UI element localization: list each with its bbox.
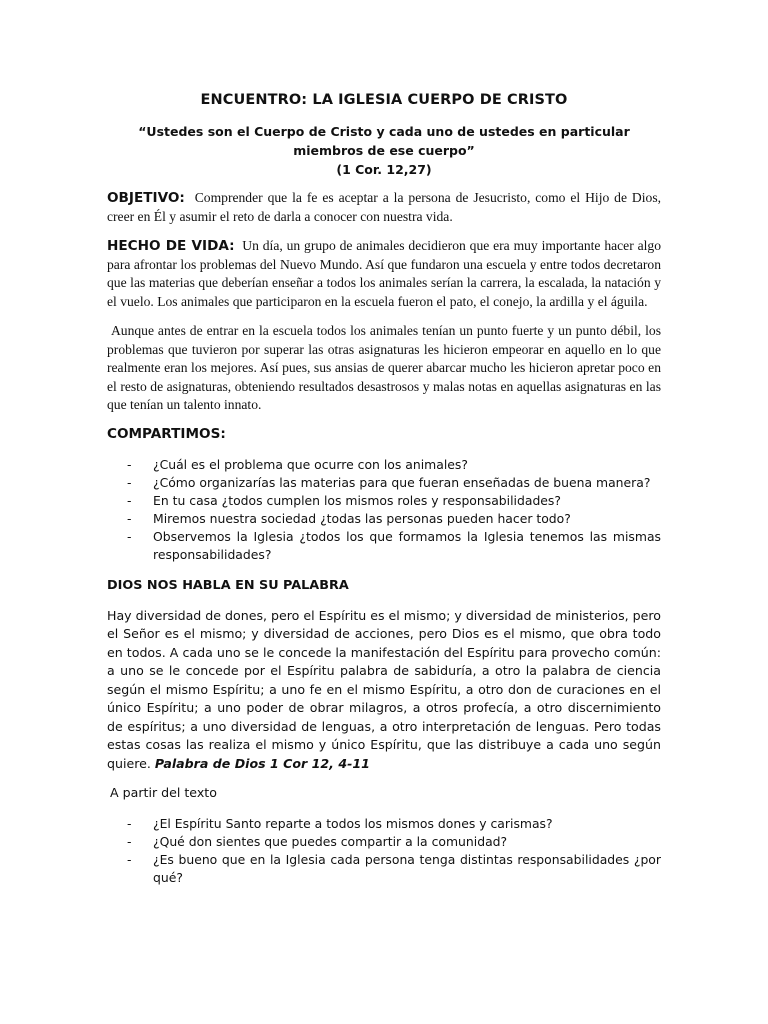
quote-text: “Ustedes son el Cuerpo de Cristo y cada uno de ustedes en particular miembros de ese cuerpo” (138, 124, 630, 158)
dios-nos-habla-heading: DIOS NOS HABLA EN SU PALABRA (107, 577, 349, 593)
list-item-text: ¿Cómo organizarías las materias para que fueran enseñadas de buena manera? (153, 474, 651, 490)
dios-nos-habla-paragraph (107, 607, 661, 774)
list-item (107, 492, 661, 510)
list-item-text: En tu casa ¿todos cumplen los mismos roles y responsabilidades? (153, 492, 561, 508)
hecho-de-vida-paragraph-2 (107, 322, 661, 415)
bible-quote (107, 122, 661, 179)
objetivo-text: Comprender que la fe es aceptar a la persona de Jesucristo, como el Hijo de Dios, creer en Él y asumir el reto de darla a conocer con nuestra vida. (107, 190, 662, 224)
list-item-text: ¿El Espíritu Santo reparte a todos los mismos dones y carismas? (153, 815, 553, 831)
dash-bullet: - (127, 851, 132, 867)
dash-bullet: - (127, 528, 132, 544)
list-item-text: ¿Es bueno que en la Iglesia cada persona tenga distintas responsabilidades ¿por qué? (153, 851, 661, 885)
hecho-de-vida-paragraph (107, 237, 661, 311)
dash-bullet: - (127, 510, 132, 526)
list-item-text: Miremos nuestra sociedad ¿todas las personas pueden hacer todo? (153, 510, 571, 526)
list-item (107, 851, 661, 887)
compartimos-heading: COMPARTIMOS: (107, 425, 226, 442)
scripture-text: Hay diversidad de dones, pero el Espíritu es el mismo; y diversidad de ministerios, pero el Señor es el mismo; y diversidad de acciones, pero Dios es el mismo, que obra todo en todos. A cada uno se le concede la manifestación del Espíritu para provecho común: a uno se le concede por el Espíritu palabra de sabiduría, a otro la palabra de ciencia según el mismo Espíritu; a uno fe en el mismo Espíritu, a otro don de curaciones en el único Espíritu; a uno poder de obrar milagros, a otros profecía, a otro discernimiento de espíritus; a uno diversidad de lenguas, a otro interpretación de lenguas. Pero todas estas cosas las realiza el mismo y único Espíritu, que las distribuye a cada uno según quiere. (107, 607, 661, 771)
document-body (107, 92, 661, 901)
dash-bullet: - (127, 492, 132, 508)
list-item (107, 815, 661, 833)
dash-bullet: - (127, 456, 132, 472)
dash-bullet: - (127, 815, 132, 831)
list-item (107, 833, 661, 851)
objetivo-label: OBJETIVO: (107, 190, 185, 206)
hecho-de-vida-label: HECHO DE VIDA: (107, 238, 235, 254)
texto-questions-list (107, 815, 661, 887)
dash-bullet: - (127, 474, 132, 490)
hecho-de-vida-text-2: Aunque antes de entrar en la escuela todos los animales tenían un punto fuerte y un punto débil, los problemas que tuvieron por superar las otras asignaturas les hicieron empeorar en aquello en lo que realmente eran los mejores. Así pues, sus ansias de querer abarcar mucho les hicieron apretar poco en el resto de asignaturas, obteniendo resultados desastrosos y malas notas en aquellas asignaturas en las que tenían un talento innato. (107, 323, 661, 412)
quote-reference: (1 Cor. 12,27) (336, 162, 432, 177)
list-item-text: ¿Qué don sientes que puedes compartir a la comunidad? (153, 833, 508, 849)
list-item (107, 528, 661, 564)
list-item-text: Observemos la Iglesia ¿todos los que formamos la Iglesia tenemos las mismas responsabilidades? (153, 528, 661, 562)
a-partir-del-texto: A partir del texto (110, 785, 217, 800)
hecho-de-vida-text: Un día, un grupo de animales decidieron que era muy importante hacer algo para afrontar los problemas del Nuevo Mundo. Así que fundaron una escuela y entre todos decretaron que las materias que deberían enseñar a todos los animales serían la carrera, la escalada, la natación y el vuelo. Los animales que participaron en la escuela fueron el pato, el conejo, la ardilla y el águila. (107, 238, 661, 309)
list-item (107, 510, 661, 528)
document-title: ENCUENTRO: LA IGLESIA CUERPO DE CRISTO (200, 92, 568, 108)
scripture-citation: Palabra de Dios 1 Cor 12, 4-11 (154, 755, 370, 771)
list-item-text: ¿Cuál es el problema que ocurre con los animales? (153, 456, 468, 472)
objetivo-paragraph (107, 189, 661, 226)
list-item (107, 474, 661, 492)
dash-bullet: - (127, 833, 132, 849)
list-item (107, 456, 661, 474)
compartimos-list (107, 456, 661, 564)
